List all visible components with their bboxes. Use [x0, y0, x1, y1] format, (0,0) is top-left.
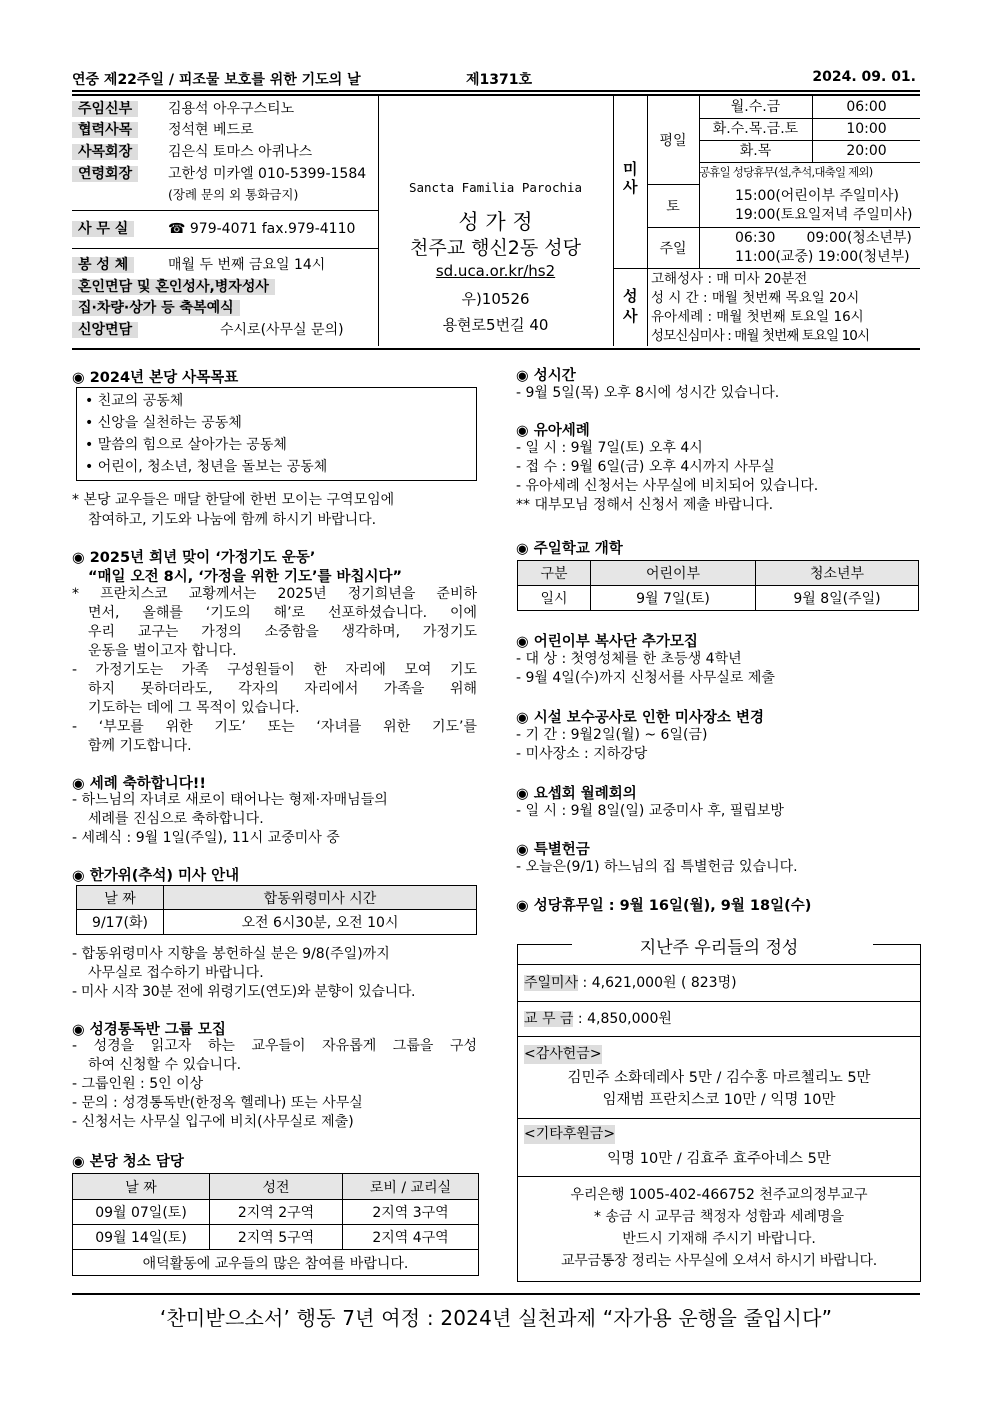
weekday-days: 화.목	[699, 141, 813, 163]
goals-note: 참여하고, 기도와 나눔에 함께 하시기 바랍니다.	[88, 512, 377, 528]
sacrament-list	[651, 270, 869, 346]
staff-row: 사목회장 김은식 토마스 아퀴나스	[72, 143, 138, 162]
saturday-label: 토	[666, 199, 680, 215]
sunday-label: 주일	[659, 241, 687, 257]
info-row: 봉 성 체 매월 두 번째 금요일 14시	[72, 256, 134, 275]
goals-note: * 본당 교우들은 매달 한달에 한번 모이는 구역모임에	[72, 492, 395, 508]
repair-title: ◉ 시설 보수공사로 인한 미사장소 변경	[516, 710, 764, 726]
repair-text: - 기 간 : 9월2일(월) ~ 6일(금) - 미사장소 : 지하강당	[516, 727, 708, 762]
parish-center	[378, 96, 614, 346]
mass-schedule	[613, 96, 920, 346]
chuseok-table	[76, 885, 477, 935]
holiday-note: 공휴일 성당휴무(설,추석,대축일 제외)	[699, 165, 873, 179]
staff-row: 협력사목 정석현 베드로	[72, 121, 138, 140]
special-offering-title: ◉ 특별헌금	[516, 842, 590, 858]
holyhour-title: ◉ 성시간	[516, 368, 576, 384]
bank-info: 우리은행 1005-402-466752 천주교의정부교구 * 송금 시 교무금 책정자 성함과 세례명을 반드시 기재해 주시기 바랍니다. 교무금통장 정리는 사무실에 오셔서 하시기 바랍니다.	[561, 1187, 877, 1269]
footer-campaign: ‘찬미받으소서’ 행동 7년 여정 : 2024년 실천과제 “자가용 운행을 줄입시다”	[159, 1306, 833, 1330]
goals-title: ◉ 2024년 본당 사목목표	[72, 370, 239, 386]
parish-website-link[interactable]: sd.uca.or.kr/hs2	[435, 262, 556, 280]
sunday-school-title: ◉ 주일학교 개학	[516, 541, 623, 557]
weekday-label: 평일	[659, 133, 687, 149]
infant-baptism-text: - 일 시 : 9월 7일(토) 오후 4시 - 접 수 : 9월 6일(금) 오후 4시까지 사무실 - 유아세례 신청서는 사무실에 비치되어 있습니다. ** 대부모님 정해서 신청서 제출 바랍니다.	[516, 440, 819, 513]
table-header: 성전	[210, 1174, 343, 1200]
baptism-congrats-title: ◉ 세례 축하합니다!!	[72, 776, 207, 792]
thanks-label: <감사헌금>	[524, 1046, 602, 1062]
bible-text: - 성경을 읽고자 하는 교우들이 자유롭게 그룹을 구성 하여 신청할 수 있습니다. - 그룹인원 : 5인 이상 - 문의 : 성경통독반(한정옥 헬레나) 또는 사무실 - 신청서는 사무실 입구에 비치(사무실로 제출)	[72, 1038, 477, 1130]
sacrament-label: 성사	[623, 287, 638, 325]
mass-label: 미사	[623, 160, 638, 196]
parish-latin-name: Sancta Familia Parochia	[408, 180, 583, 195]
cleaning-table	[72, 1173, 479, 1276]
chuseok-text: - 합동위령미사 지향을 봉헌하실 분은 9/8(주일)까지 사무실로 접수하기 바랍니다. - 미사 시작 30분 전에 위령기도(연도)와 분향이 있습니다.	[72, 946, 416, 1000]
sacrament-item: 성 시 간 : 매월 첫번째 목요일 20시	[651, 290, 860, 306]
offering-title: 지난주 우리들의 정성	[639, 938, 799, 958]
altar-servers-title: ◉ 어린이부 복사단 추가모집	[516, 634, 698, 650]
goals-box	[76, 387, 477, 481]
family-prayer-title: ◉ 2025년 희년 맞이 ‘가정기도 운동’	[72, 550, 316, 566]
special-offering-text: - 오늘은(9/1) 하느님의 집 특별헌금 있습니다.	[516, 859, 798, 875]
sunday-school-table: 구분 어린이부 청소년부 일시 9월 7일(토) 9월 8일(주일)	[517, 560, 919, 611]
thanks-donors: 김민주 소화데레사 5만 / 김수홍 마르첼리노 5만 임재범 프란치스코 10만 / 익명 10만	[567, 1070, 871, 1108]
bible-title: ◉ 성경통독반 그룹 모집	[72, 1022, 226, 1038]
holyhour-text: - 9월 5일(목) 오후 8시에 성시간 있습니다.	[516, 385, 780, 401]
saturday-mass: 15:00(어린이부 주일미사)	[735, 188, 899, 204]
table-row: 09월 14일(토) 2지역 5구역 2지역 4구역	[73, 1225, 479, 1250]
office-row: 사 무 실 ☎ 979-4071 fax.979-4110	[72, 220, 134, 239]
closed-days: ◉ 성당휴무일 : 9월 16일(월), 9월 18일(수)	[516, 898, 812, 914]
table-header: 로비 / 교리실	[343, 1174, 479, 1200]
altar-servers-text: - 대 상 : 첫영성체를 한 초등생 4학년 - 9월 4일(수)까지 신청서를 사무실로 제출	[516, 651, 775, 686]
weekday-time: 06:00	[813, 96, 920, 119]
table-header: 날 짜	[77, 886, 164, 910]
parish-info-box	[72, 94, 920, 350]
other-donors: 익명 10만 / 김효주 효주아네스 5만	[607, 1151, 831, 1167]
office-phone: ☎ 979-4071 fax.979-4110	[168, 221, 356, 237]
staff-column	[72, 96, 379, 346]
table-header: 날 짜	[73, 1174, 210, 1200]
dues-offering: 교 무 금 : 4,850,000원	[524, 1011, 672, 1027]
goal-item: • 말씀의 힘으로 살아가는 공동체	[85, 437, 287, 453]
table-row: 09월 07일(토) 2지역 2구역 2지역 3구역	[73, 1200, 479, 1225]
joseph-text: - 일 시 : 9월 8일(일) 교중미사 후, 필립보방	[516, 803, 784, 819]
staff-row: 연령회장 고한성 미카엘 010-5399-1584	[72, 165, 138, 184]
sunday-offering: 주일미사 : 4,621,000원 ( 823명)	[524, 975, 737, 991]
parish-full-name: 천주교 행신2동 성당	[410, 237, 581, 259]
issue-date: 2024. 09. 01.	[812, 69, 916, 85]
cleaning-footer: 애덕활동에 교우들의 많은 참여를 바랍니다.	[73, 1250, 479, 1276]
goal-item: • 신앙을 실천하는 공동체	[85, 415, 242, 431]
family-prayer-text: * 프란치스코 교황께서는 2025년 정기희년을 준비하 면서, 올해를 ‘기도의 해’로 선포하셨습니다. 이에 우리 교구는 가정의 소중함을 생각하며, 가정기도 운동을 벌이고자 합니다. - 가정기도는 가족 구성원들이 한 자리에 모여 기도 하지 못하더라도, 각자의 자리에서 가족을 위해 기도하는 데에 그 목적이 있습니다. - ‘부모를 위한 기도’ 또는 ‘자녀를 위한 기도’를 함께 기도합니다.	[72, 586, 477, 754]
saturday-mass: 19:00(토요일저녁 주일미사)	[735, 207, 913, 223]
sunday-mass: 06:30 09:00(청소년부)	[735, 230, 912, 246]
goal-item: • 친교의 공동체	[85, 393, 184, 409]
chuseok-title: ◉ 한가위(추석) 미사 안내	[72, 868, 240, 884]
issue-number: 제1371호	[466, 72, 533, 88]
table-cell: 오전 6시30분, 오전 10시	[164, 910, 477, 935]
sunday-mass: 11:00(교중) 19:00(청년부)	[735, 249, 910, 265]
info-row: 집·차량·상가 등 축복예식	[72, 299, 240, 318]
joseph-title: ◉ 요셉회 월례회의	[516, 786, 637, 802]
weekday-time: 20:00	[813, 141, 920, 163]
staff-note: (장례 문의 외 통화금지)	[168, 187, 299, 202]
parish-address: 용현로5번길 40	[442, 316, 549, 334]
other-donation-label: <기타후원금>	[524, 1126, 616, 1142]
sacrament-item: 성모신심미사 : 매월 첫번째 토요일 10시	[651, 328, 870, 344]
weekday-days: 화.수.목.금.토	[699, 119, 813, 141]
weekday-days: 월.수.금	[699, 96, 813, 119]
baptism-congrats-text: - 하느님의 자녀로 새로이 태어나는 형제·자매님들의 세례를 진심으로 축하합니다. - 세례식 : 9월 1일(주일), 11시 교중미사 중	[72, 792, 388, 846]
family-prayer-subtitle: “매일 오전 8시, ‘가정을 위한 기도’를 바칩시다”	[88, 569, 403, 585]
parish-zip: 우)10526	[461, 290, 530, 308]
table-header: 합동위령미사 시간	[164, 886, 477, 910]
staff-row: 주임신부 김용석 아우구스티노	[72, 100, 138, 119]
info-row: 혼인면담 및 혼인성사,병자성사	[72, 278, 275, 297]
sacrament-item: 유아세례 : 매월 첫번째 토요일 16시	[651, 309, 864, 325]
issue-header	[72, 66, 920, 92]
parish-name: 성 가 정	[458, 210, 533, 234]
table-cell: 9/17(화)	[77, 910, 164, 935]
liturgical-day: 연중 제22주일 / 피조물 보호를 위한 기도의 날	[72, 72, 361, 88]
infant-baptism-title: ◉ 유아세례	[516, 423, 590, 439]
cleaning-title: ◉ 본당 청소 담당	[72, 1154, 184, 1170]
info-row: 신앙면담 수시로(사무실 문의)	[72, 321, 138, 340]
sacrament-item: 고해성사 : 매 미사 20분전	[651, 271, 808, 287]
offering-box	[517, 938, 921, 1282]
weekday-time: 10:00	[813, 119, 920, 141]
goal-item: • 어린이, 청소년, 청년을 돌보는 공동체	[85, 459, 328, 475]
